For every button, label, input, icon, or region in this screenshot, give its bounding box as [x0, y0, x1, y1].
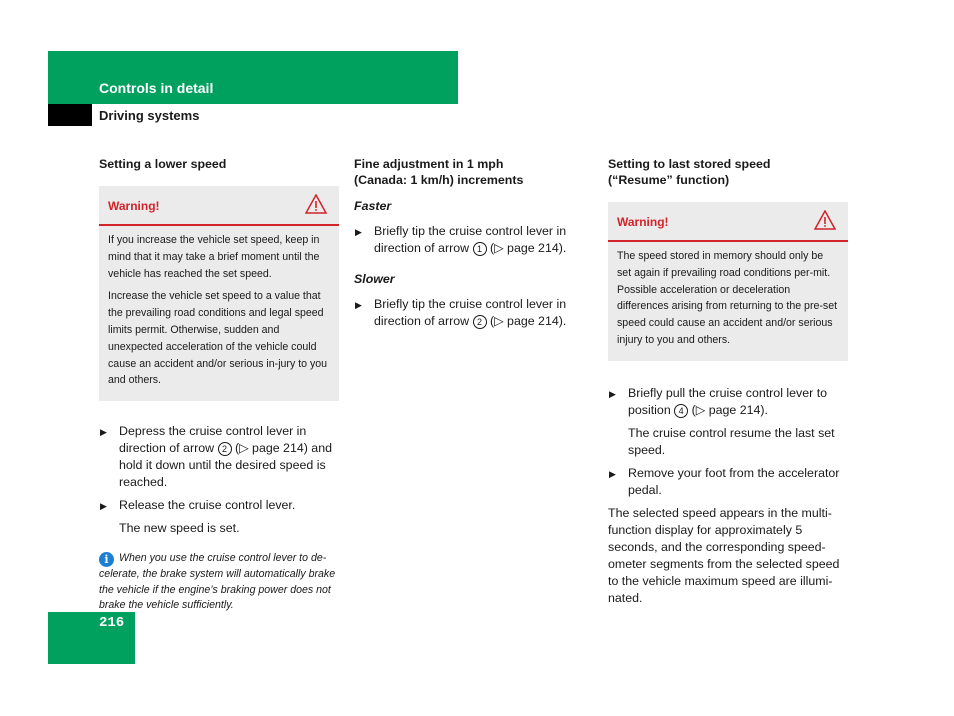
warning-header: [608, 202, 848, 242]
column-resume-function: [608, 156, 848, 613]
warning-triangle-icon: [814, 210, 836, 230]
arrow-number-badge: 2: [218, 442, 232, 456]
heading-setting-lower-speed: Setting a lower speed: [99, 157, 227, 171]
triangle-right-icon: ▶: [100, 427, 107, 438]
section-title: Controls in detail: [99, 80, 214, 96]
header-band: [48, 51, 458, 104]
instruction-step: ▶ Briefly tip the cruise control lever in direction of arrow 2 (▷ page 214).: [355, 297, 567, 328]
step-result: The new speed is set.: [119, 521, 240, 536]
triangle-right-icon: ▶: [609, 468, 616, 479]
triangle-right-icon: ▶: [355, 227, 362, 237]
warning-box: [99, 186, 339, 401]
warning-triangle-icon: [305, 194, 327, 214]
heading-resume-function: Setting to last stored speed (“Resume” function): [608, 157, 771, 187]
info-note: [99, 551, 339, 613]
instruction-step: ▶ Briefly pull the cruise control lever to position 4 (▷ page 214).: [609, 385, 828, 417]
section-subtitle: Driving systems: [99, 108, 200, 123]
column-setting-lower-speed: [99, 156, 339, 613]
triangle-right-icon: ▶: [355, 300, 362, 310]
warning-label: Warning!: [617, 215, 669, 229]
instruction-step: ▶ Release the cruise control lever.: [99, 497, 339, 514]
heading-fine-adjustment: Fine adjustment in 1 mph (Canada: 1 km/h) increments: [354, 157, 524, 187]
warning-header: [99, 186, 339, 226]
instruction-step: ▶ Briefly tip the cruise control lever in direction of arrow 1 (▷ page 214).: [355, 224, 567, 255]
warning-box: [608, 202, 848, 361]
triangle-right-icon: ▶: [609, 388, 616, 399]
warning-body: [608, 242, 848, 361]
arrow-number-badge: 1: [473, 242, 487, 256]
arrow-number-badge: 2: [473, 315, 487, 329]
subheading-slower: Slower: [354, 272, 395, 286]
warning-body: [99, 226, 339, 401]
page-number: 216: [99, 615, 125, 631]
instruction-step: ▶ Remove your foot from the accelerator pedal.: [609, 465, 840, 497]
warning-text: Increase the vehicle set speed to a value that the prevailing road conditions and legal speed limits permit. Otherwise, sudden and unexpected acceleration of the vehicle could cause an accident and/or serious in-jury to you and others.: [108, 290, 328, 387]
triangle-right-icon: ▶: [100, 501, 107, 512]
step-result: The cruise control resume the last set speed.: [628, 425, 835, 457]
warning-text: If you increase the vehicle set speed, keep in mind that it may take a brief moment until the vehicle has reached the set speed.: [108, 234, 320, 280]
position-number-badge: 4: [674, 404, 688, 418]
header-marker: [48, 104, 92, 126]
info-note-text: When you use the cruise control lever to de-celerate, the brake system will automatically brake the vehicle if the engine’s braking power does not brake the vehicle sufficiently.: [99, 552, 336, 611]
instruction-step: ▶ Depress the cruise control lever in direction of arrow 2 (▷ page 214) and hold it down until the desired speed is reached.: [100, 424, 332, 490]
body-paragraph: The selected speed appears in the multi-function display for approximately 5 seconds, and the corresponding speed-ometer segments from the selected speed to the vehicle maximum speed are illumi-nated.: [608, 505, 840, 605]
info-icon: i: [99, 552, 114, 567]
warning-label: Warning!: [108, 199, 160, 213]
warning-text: The speed stored in memory should only be set again if prevailing road conditions per-mit. Possible acceleration or deceleration differences arising from returning to the pre-set speed could cause an accident and/or serious injury to you and others.: [617, 250, 838, 346]
column-fine-adjustment: [354, 156, 580, 336]
subheading-faster: Faster: [354, 199, 392, 213]
